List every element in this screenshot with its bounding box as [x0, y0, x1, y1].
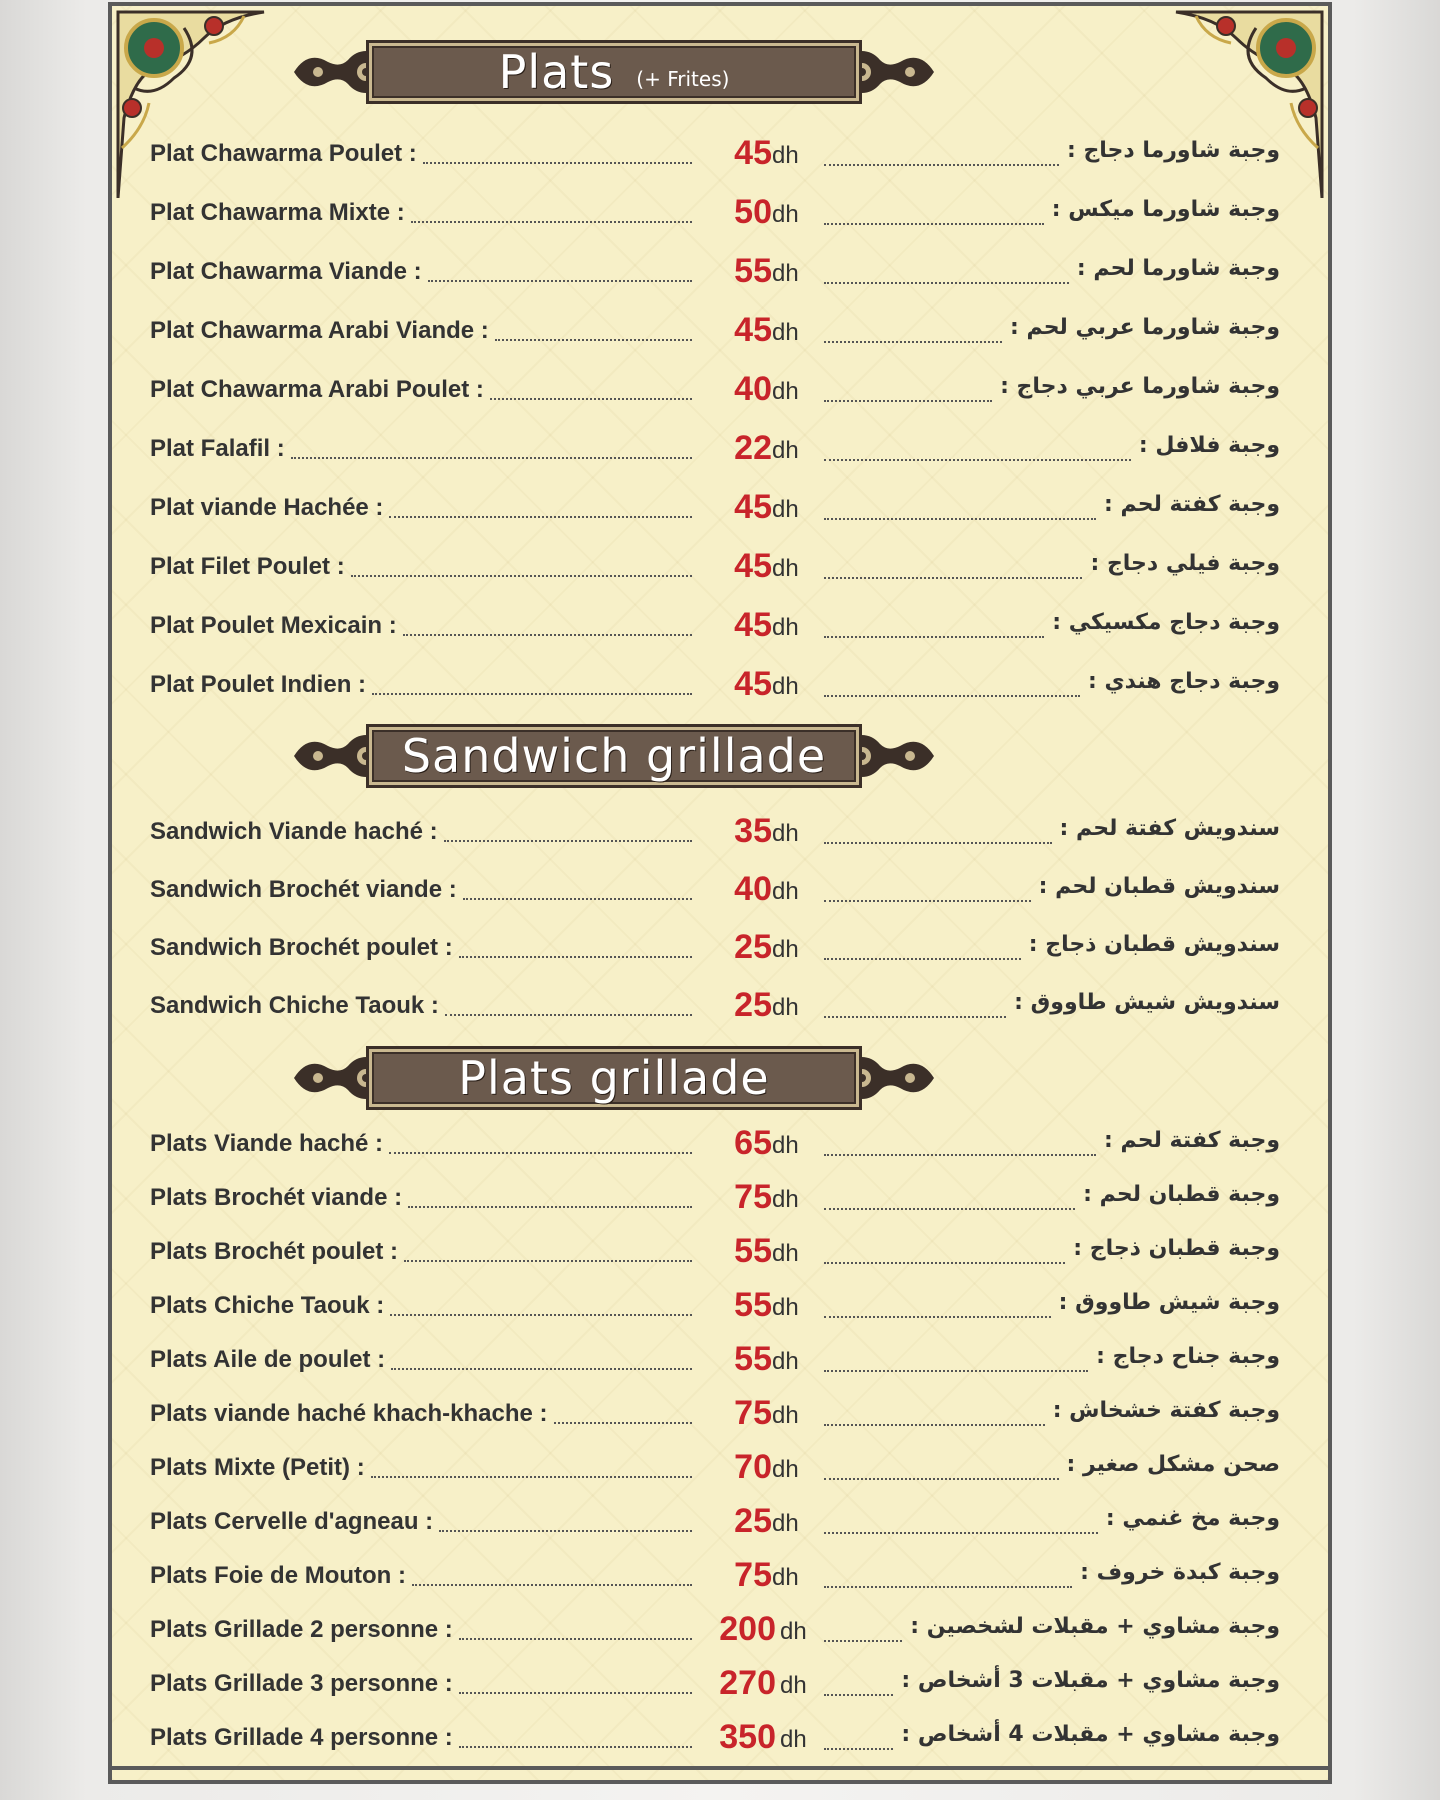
item-name-fr: Plat Chawarma Arabi Poulet :	[150, 376, 484, 403]
menu-item	[150, 1178, 1280, 1222]
dot-leader	[459, 1746, 692, 1748]
item-name-ar: وجبة قطبان لحم :	[1083, 1182, 1280, 1207]
item-name-ar: وجبة شاورما عربي لحم :	[1009, 315, 1280, 340]
price-unit: dh	[772, 1456, 799, 1483]
price-unit: dh	[780, 1672, 807, 1699]
item-price: 22	[734, 429, 772, 467]
menu-item	[150, 1340, 1280, 1384]
menu-item	[150, 547, 1280, 591]
section-title: Plats grillade	[458, 1051, 770, 1105]
price-unit: dh	[772, 1510, 799, 1537]
menu-item	[150, 134, 1280, 178]
item-name-ar: وجبة دجاج مكسيكي :	[1052, 610, 1280, 635]
item-price: 55	[734, 1286, 772, 1324]
dot-leader	[404, 1260, 692, 1262]
price-unit: dh	[772, 1402, 799, 1429]
item-price: 25	[734, 1502, 772, 1540]
dot-leader	[824, 1748, 893, 1750]
item-name-ar: سندويش شيش طاووق :	[1014, 990, 1280, 1015]
item-price: 45	[734, 665, 772, 703]
item-price: 70	[734, 1448, 772, 1486]
dot-leader	[372, 693, 692, 695]
dot-leader	[824, 164, 1059, 166]
menu-item	[150, 1556, 1280, 1600]
dot-leader	[824, 282, 1069, 284]
dot-leader	[824, 1154, 1096, 1156]
item-price: 55	[734, 1232, 772, 1270]
item-price: 45	[734, 488, 772, 526]
item-name-fr: Plats Grillade 2 personne :	[150, 1616, 453, 1643]
price-unit: dh	[772, 378, 799, 405]
item-price: 40	[734, 370, 772, 408]
dot-leader	[291, 457, 692, 459]
item-name-fr: Plat Chawarma Arabi Viande :	[150, 317, 489, 344]
item-name-ar: وجبة مشاوي + مقبلات 3 أشخاص :	[901, 1668, 1280, 1693]
item-name-fr: Sandwich Chiche Taouk :	[150, 992, 439, 1019]
item-price: 75	[734, 1556, 772, 1594]
dot-leader	[408, 1206, 692, 1208]
dot-leader	[391, 1368, 692, 1370]
dot-leader	[824, 1424, 1045, 1426]
price-unit: dh	[772, 201, 799, 228]
item-name-ar: سندويش كفتة لحم :	[1059, 816, 1280, 841]
dot-leader	[824, 518, 1096, 520]
menu-item	[150, 193, 1280, 237]
dot-leader	[824, 1370, 1088, 1372]
item-name-fr: Plat Chawarma Mixte :	[150, 199, 405, 226]
item-name-fr: Plats viande haché khach-khache :	[150, 1400, 548, 1427]
item-name-fr: Sandwich Viande haché :	[150, 818, 438, 845]
price-unit: dh	[772, 1132, 799, 1159]
menu-item	[150, 488, 1280, 532]
item-name-fr: Sandwich Brochét poulet :	[150, 934, 453, 961]
price-unit: dh	[772, 1348, 799, 1375]
dot-leader	[412, 1584, 692, 1586]
item-name-ar: صحن مشكل صغير :	[1066, 1452, 1280, 1477]
dot-leader	[824, 459, 1131, 461]
item-price: 40	[734, 870, 772, 908]
dot-leader	[423, 162, 692, 164]
dot-leader	[403, 634, 692, 636]
item-price: 55	[734, 252, 772, 290]
dot-leader	[824, 636, 1044, 638]
section-title: Plats	[498, 45, 615, 99]
dot-leader	[389, 1152, 692, 1154]
price-unit: dh	[772, 142, 799, 169]
price-unit: dh	[772, 878, 799, 905]
item-price: 200	[719, 1610, 776, 1648]
item-price: 50	[734, 193, 772, 231]
menu-item	[150, 928, 1280, 972]
item-name-ar: وجبة مشاوي + مقبلات 4 أشخاص :	[901, 1722, 1280, 1747]
menu-item	[150, 1232, 1280, 1276]
item-price: 350	[719, 1718, 776, 1756]
menu-item	[150, 1394, 1280, 1438]
price-unit: dh	[772, 555, 799, 582]
section-title: Sandwich grillade	[401, 729, 827, 783]
item-name-fr: Plats Foie de Mouton :	[150, 1562, 406, 1589]
menu-item	[150, 1124, 1280, 1168]
price-unit: dh	[772, 260, 799, 287]
menu-item	[150, 1610, 1280, 1654]
item-name-ar: سندويش قطبان ذجاج :	[1028, 932, 1280, 957]
item-name-fr: Plats Viande haché :	[150, 1130, 383, 1157]
dot-leader	[390, 1314, 692, 1316]
dot-leader	[824, 1478, 1059, 1480]
item-price: 270	[719, 1664, 776, 1702]
menu-item	[150, 252, 1280, 296]
price-unit: dh	[772, 673, 799, 700]
item-price: 35	[734, 812, 772, 850]
item-price: 45	[734, 134, 772, 172]
item-name-fr: Plat Falafil :	[150, 435, 285, 462]
dot-leader	[371, 1476, 692, 1478]
dot-leader	[824, 1694, 893, 1696]
dot-leader	[824, 842, 1052, 844]
price-unit: dh	[772, 496, 799, 523]
item-name-ar: وجبة مخ غنمي :	[1105, 1506, 1280, 1531]
dot-leader	[824, 223, 1044, 225]
item-name-fr: Plats Brochét poulet :	[150, 1238, 399, 1265]
section-banner	[288, 34, 940, 110]
price-unit: dh	[780, 1618, 807, 1645]
item-name-ar: وجبة كفتة لحم :	[1104, 492, 1280, 517]
menu-item	[150, 370, 1280, 414]
item-name-ar: وجبة جناح دجاج :	[1096, 1344, 1280, 1369]
banner-band	[366, 40, 862, 104]
price-unit: dh	[772, 936, 799, 963]
dot-leader	[459, 1638, 692, 1640]
price-unit: dh	[772, 994, 799, 1021]
item-name-ar: وجبة دجاج هندي :	[1088, 669, 1280, 694]
item-name-ar: وجبة مشاوي + مقبلات لشخصين :	[910, 1614, 1280, 1639]
item-price: 45	[734, 547, 772, 585]
item-name-ar: وجبة كفتة لحم :	[1104, 1128, 1280, 1153]
menu-item	[150, 606, 1280, 650]
dot-leader	[444, 840, 692, 842]
item-name-fr: Plats Aile de poulet :	[150, 1346, 386, 1373]
item-price: 25	[734, 986, 772, 1024]
dot-leader	[824, 1586, 1072, 1588]
section-banner	[288, 718, 940, 794]
item-name-fr: Sandwich Brochét viande :	[150, 876, 457, 903]
menu-item	[150, 1448, 1280, 1492]
item-name-fr: Plats Grillade 4 personne :	[150, 1724, 453, 1751]
price-unit: dh	[772, 1240, 799, 1267]
item-price: 75	[734, 1178, 772, 1216]
banner-band	[366, 1046, 862, 1110]
dot-leader	[824, 1640, 902, 1642]
item-price: 25	[734, 928, 772, 966]
item-name-ar: وجبة كبدة خروف :	[1080, 1560, 1280, 1585]
item-price: 75	[734, 1394, 772, 1432]
dot-leader	[463, 898, 692, 900]
price-unit: dh	[772, 820, 799, 847]
price-unit: dh	[772, 319, 799, 346]
dot-leader	[411, 221, 692, 223]
item-name-fr: Plat Filet Poulet :	[150, 553, 345, 580]
dot-leader	[439, 1530, 692, 1532]
dot-leader	[824, 1208, 1075, 1210]
item-name-fr: Plats Brochét viande :	[150, 1184, 403, 1211]
price-unit: dh	[772, 1564, 799, 1591]
menu-item	[150, 429, 1280, 473]
dot-leader	[824, 400, 992, 402]
dot-leader	[459, 1692, 692, 1694]
item-name-fr: Plats Mixte (Petit) :	[150, 1454, 365, 1481]
item-name-fr: Plat Poulet Mexicain :	[150, 612, 397, 639]
dot-leader	[824, 695, 1080, 697]
price-unit: dh	[772, 614, 799, 641]
menu-item	[150, 812, 1280, 856]
price-unit: dh	[772, 1294, 799, 1321]
item-name-ar: وجبة شاورما دجاج :	[1066, 138, 1280, 163]
dot-leader	[824, 577, 1082, 579]
dot-leader	[824, 1016, 1006, 1018]
item-price: 65	[734, 1124, 772, 1162]
item-name-ar: وجبة شاورما عربي دجاج :	[1000, 374, 1280, 399]
item-name-fr: Plat Chawarma Viande :	[150, 258, 422, 285]
item-name-ar: وجبة فيلي دجاج :	[1090, 551, 1280, 576]
item-name-ar: وجبة شيش طاووق :	[1058, 1290, 1280, 1315]
item-name-ar: سندويش قطبان لحم :	[1038, 874, 1280, 899]
dot-leader	[554, 1422, 692, 1424]
item-name-ar: وجبة فلافل :	[1138, 433, 1280, 458]
dot-leader	[824, 1532, 1098, 1534]
menu-item	[150, 870, 1280, 914]
menu-item	[150, 665, 1280, 709]
menu-item	[150, 1718, 1280, 1762]
menu-item	[150, 1286, 1280, 1330]
item-name-fr: Plat Poulet Indien :	[150, 671, 367, 698]
price-unit: dh	[772, 437, 799, 464]
item-price: 45	[734, 311, 772, 349]
dot-leader	[824, 1262, 1065, 1264]
item-price: 45	[734, 606, 772, 644]
dot-leader	[389, 516, 692, 518]
section-banner	[288, 1040, 940, 1116]
dot-leader	[824, 1316, 1051, 1318]
dot-leader	[824, 341, 1002, 343]
menu-item	[150, 1502, 1280, 1546]
price-unit: dh	[772, 1186, 799, 1213]
price-unit: dh	[780, 1726, 807, 1753]
item-name-ar: وجبة شاورما ميكس :	[1051, 197, 1280, 222]
item-price: 55	[734, 1340, 772, 1378]
dot-leader	[824, 900, 1031, 902]
dot-leader	[445, 1014, 692, 1016]
item-name-fr: Plat Chawarma Poulet :	[150, 140, 417, 167]
dot-leader	[351, 575, 692, 577]
dot-leader	[824, 958, 1021, 960]
menu-item	[150, 986, 1280, 1030]
menu-item	[150, 311, 1280, 355]
dot-leader	[490, 398, 692, 400]
item-name-ar: وجبة كفتة خشخاش :	[1052, 1398, 1280, 1423]
item-name-ar: وجبة شاورما لحم :	[1076, 256, 1280, 281]
item-name-ar: وجبة قطبان ذجاج :	[1073, 1236, 1280, 1261]
dot-leader	[428, 280, 692, 282]
item-name-fr: Plats Cervelle d'agneau :	[150, 1508, 434, 1535]
section-subtitle: (+ Frites)	[636, 67, 730, 91]
item-name-fr: Plat viande Hachée :	[150, 494, 384, 521]
menu-item	[150, 1664, 1280, 1708]
banner-band	[366, 724, 862, 788]
dot-leader	[495, 339, 692, 341]
item-name-fr: Plats Chiche Taouk :	[150, 1292, 385, 1319]
dot-leader	[459, 956, 692, 958]
item-name-fr: Plats Grillade 3 personne :	[150, 1670, 453, 1697]
